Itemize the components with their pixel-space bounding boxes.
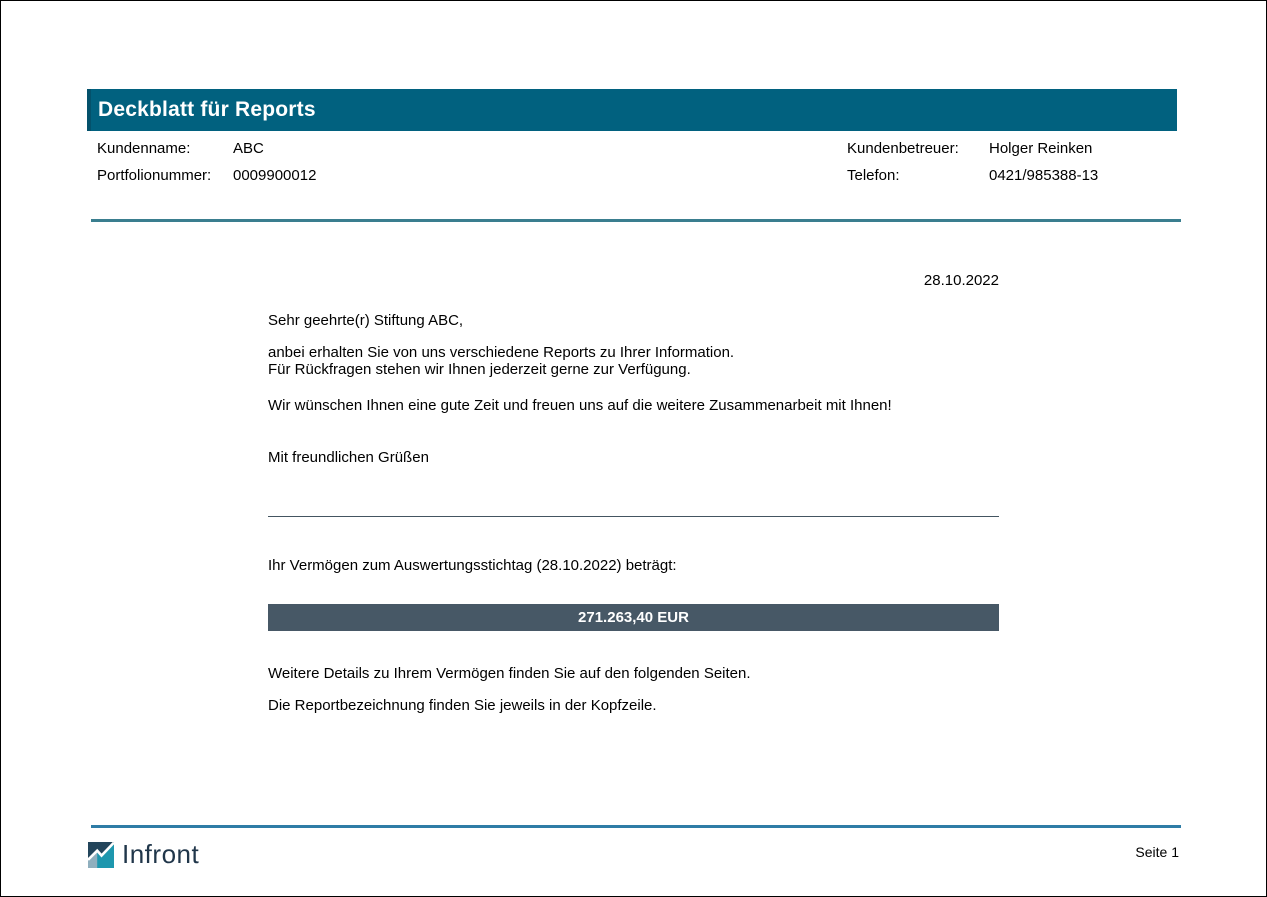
total-assets-bar: 271.263,40 EUR [268, 604, 999, 631]
page-number: Seite 1 [1135, 844, 1179, 860]
note-report-name: Die Reportbezeichnung finden Sie jeweils in der Kopfzeile. [268, 697, 657, 714]
header-separator [91, 219, 1181, 222]
letter-paragraph-1-line-1: anbei erhalten Sie von uns verschiedene Reports zu Ihrer Information. [268, 344, 735, 361]
letter-salutation: Sehr geehrte(r) Stiftung ABC, [268, 312, 464, 329]
customer-name-value: ABC [233, 140, 264, 157]
report-title-bar [87, 89, 1177, 131]
portfolio-number-value: 0009900012 [233, 167, 317, 184]
brand-logo-lockup [88, 841, 199, 868]
infront-logo-icon [88, 842, 114, 868]
page-title: Deckblatt für Reports [98, 98, 316, 121]
phone-label: Telefon: [847, 167, 900, 184]
letter-date: 28.10.2022 [923, 272, 999, 289]
advisor-label: Kundenbetreuer: [847, 140, 959, 157]
letter-paragraph-1-line-2: Für Rückfragen stehen wir Ihnen jederzeit gerne zur Verfügung. [268, 361, 691, 378]
valuation-intro: Ihr Vermögen zum Auswertungsstichtag (28.10.2022) beträgt: [268, 557, 677, 574]
signature-line [268, 516, 999, 517]
portfolio-number-label: Portfolionummer: [97, 167, 212, 184]
phone-value: 0421/985388-13 [989, 167, 1099, 184]
note-details: Weitere Details zu Ihrem Vermögen finden Sie auf den folgenden Seiten. [268, 665, 751, 682]
brand-wordmark: Infront [122, 839, 200, 869]
letter-paragraph-2: Wir wünschen Ihnen eine gute Zeit und freuen uns auf die weitere Zusammenarbeit mit Ihnen! [268, 397, 892, 414]
advisor-value: Holger Reinken [989, 140, 1093, 157]
letter-closing: Mit freundlichen Grüßen [268, 449, 429, 466]
footer-separator [91, 825, 1181, 828]
customer-name-label: Kundenname: [97, 140, 191, 157]
